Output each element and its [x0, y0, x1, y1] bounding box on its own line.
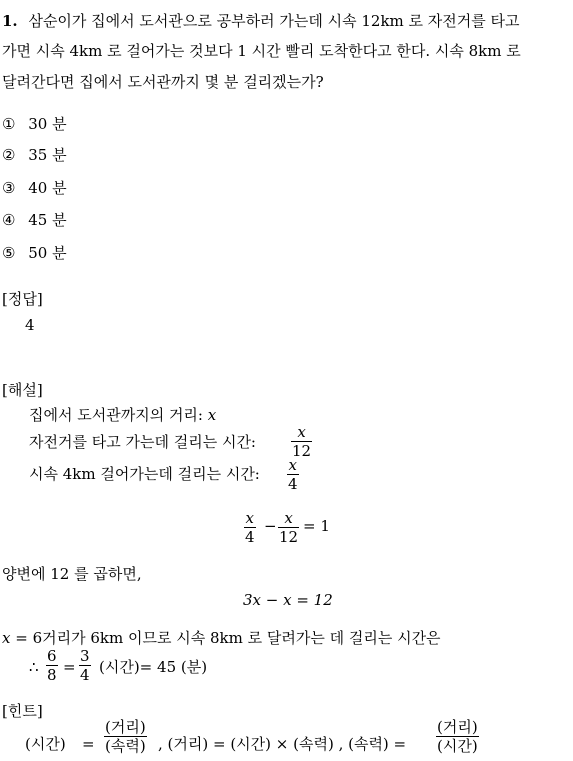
- choice-mark: ①: [2, 115, 16, 133]
- solution-label: [해설]: [2, 381, 43, 399]
- equation-2: 3x − x = 12: [243, 591, 333, 609]
- fraction-numerator: x: [297, 423, 306, 441]
- choice-text: 45 분: [28, 211, 67, 229]
- fraction-numerator: 6: [47, 647, 57, 665]
- fraction-numerator: x: [288, 456, 297, 474]
- hint-middle: , (거리) = (시간) × (속력) , (속력) =: [158, 735, 407, 753]
- fraction-numerator: 3: [80, 647, 90, 665]
- result-text: = 6거리가 6km 이므로 시속 8km 로 달려가는 데 걸리는 시간은: [10, 629, 441, 647]
- choice-4[interactable]: [2, 213, 67, 228]
- fraction-denominator: (속력): [105, 737, 146, 755]
- answer-value: 4: [25, 316, 35, 334]
- solution-walk-line: [29, 467, 260, 482]
- fraction-numerator: (거리): [437, 718, 478, 736]
- choice-mark: ③: [2, 179, 16, 197]
- question-line-3: 달려간다면 집에서 도서관까지 몇 분 걸리겠는가?: [2, 73, 324, 91]
- fraction-denominator: 12: [292, 442, 312, 460]
- walk-text: 시속 4km 걸어가는데 걸리는 시간:: [29, 465, 260, 483]
- choice-3[interactable]: [2, 181, 67, 196]
- equation-1-minus: −: [264, 517, 277, 535]
- hint-label: [힌트]: [2, 702, 43, 720]
- fraction-denominator: (시간): [437, 737, 478, 755]
- hint-equals: =: [82, 735, 95, 753]
- choice-text: 50 분: [28, 244, 67, 262]
- result-line: [2, 631, 441, 646]
- equation-1-fraction-a: [244, 511, 256, 545]
- fraction-numerator: x: [284, 509, 293, 527]
- fraction-denominator: 4: [245, 528, 255, 546]
- choice-mark: ④: [2, 211, 16, 229]
- time-equals: =: [63, 658, 76, 676]
- hint-time-label: (시간): [25, 735, 66, 753]
- hint-speed-fraction: [104, 720, 147, 754]
- bike-time-fraction: [291, 425, 312, 459]
- hint-time-fraction: [436, 720, 479, 754]
- therefore-symbol: ∴: [29, 658, 39, 676]
- fraction-numerator: x: [245, 509, 254, 527]
- choice-text: 35 분: [28, 146, 67, 164]
- solution-distance-line: [29, 408, 216, 423]
- fraction-denominator: 4: [80, 666, 90, 684]
- walk-time-fraction: [287, 458, 299, 492]
- choice-2[interactable]: [2, 148, 67, 163]
- equation-1-fraction-b: [278, 511, 299, 545]
- result-variable: x: [2, 629, 11, 647]
- question-number: 1.: [2, 12, 18, 30]
- question-text-1: 삼순이가 집에서 도서관으로 공부하러 가는데 시속 12km 로 자전거를 타고: [28, 12, 520, 30]
- fraction-numerator: (거리): [105, 718, 146, 736]
- fraction-denominator: 8: [47, 666, 57, 684]
- question-line-1: [2, 14, 520, 29]
- question-line-2: 가면 시속 4km 로 걸어가는 것보다 1 시간 빨리 도착한다고 한다. 시속 8km 로: [2, 42, 521, 60]
- time-fraction-b: [79, 649, 91, 683]
- choice-mark: ⑤: [2, 244, 16, 262]
- choice-text: 40 분: [28, 179, 67, 197]
- fraction-denominator: 4: [288, 475, 298, 493]
- solution-bike-line: [29, 435, 256, 450]
- equation-1-rhs: = 1: [303, 517, 330, 535]
- multiply-line: 양변에 12 를 곱하면,: [2, 565, 142, 583]
- distance-text: 집에서 도서관까지의 거리:: [29, 406, 208, 424]
- time-fraction-a: [46, 649, 58, 683]
- choice-text: 30 분: [28, 115, 67, 133]
- fraction-denominator: 12: [279, 528, 299, 546]
- choice-1[interactable]: [2, 117, 67, 132]
- answer-label: [정답]: [2, 290, 43, 308]
- time-tail: (시간)= 45 (분): [99, 658, 208, 676]
- distance-variable: x: [207, 406, 217, 424]
- bike-text: 자전거를 타고 가는데 걸리는 시간:: [29, 433, 256, 451]
- choice-mark: ②: [2, 146, 16, 164]
- choice-5[interactable]: [2, 246, 67, 261]
